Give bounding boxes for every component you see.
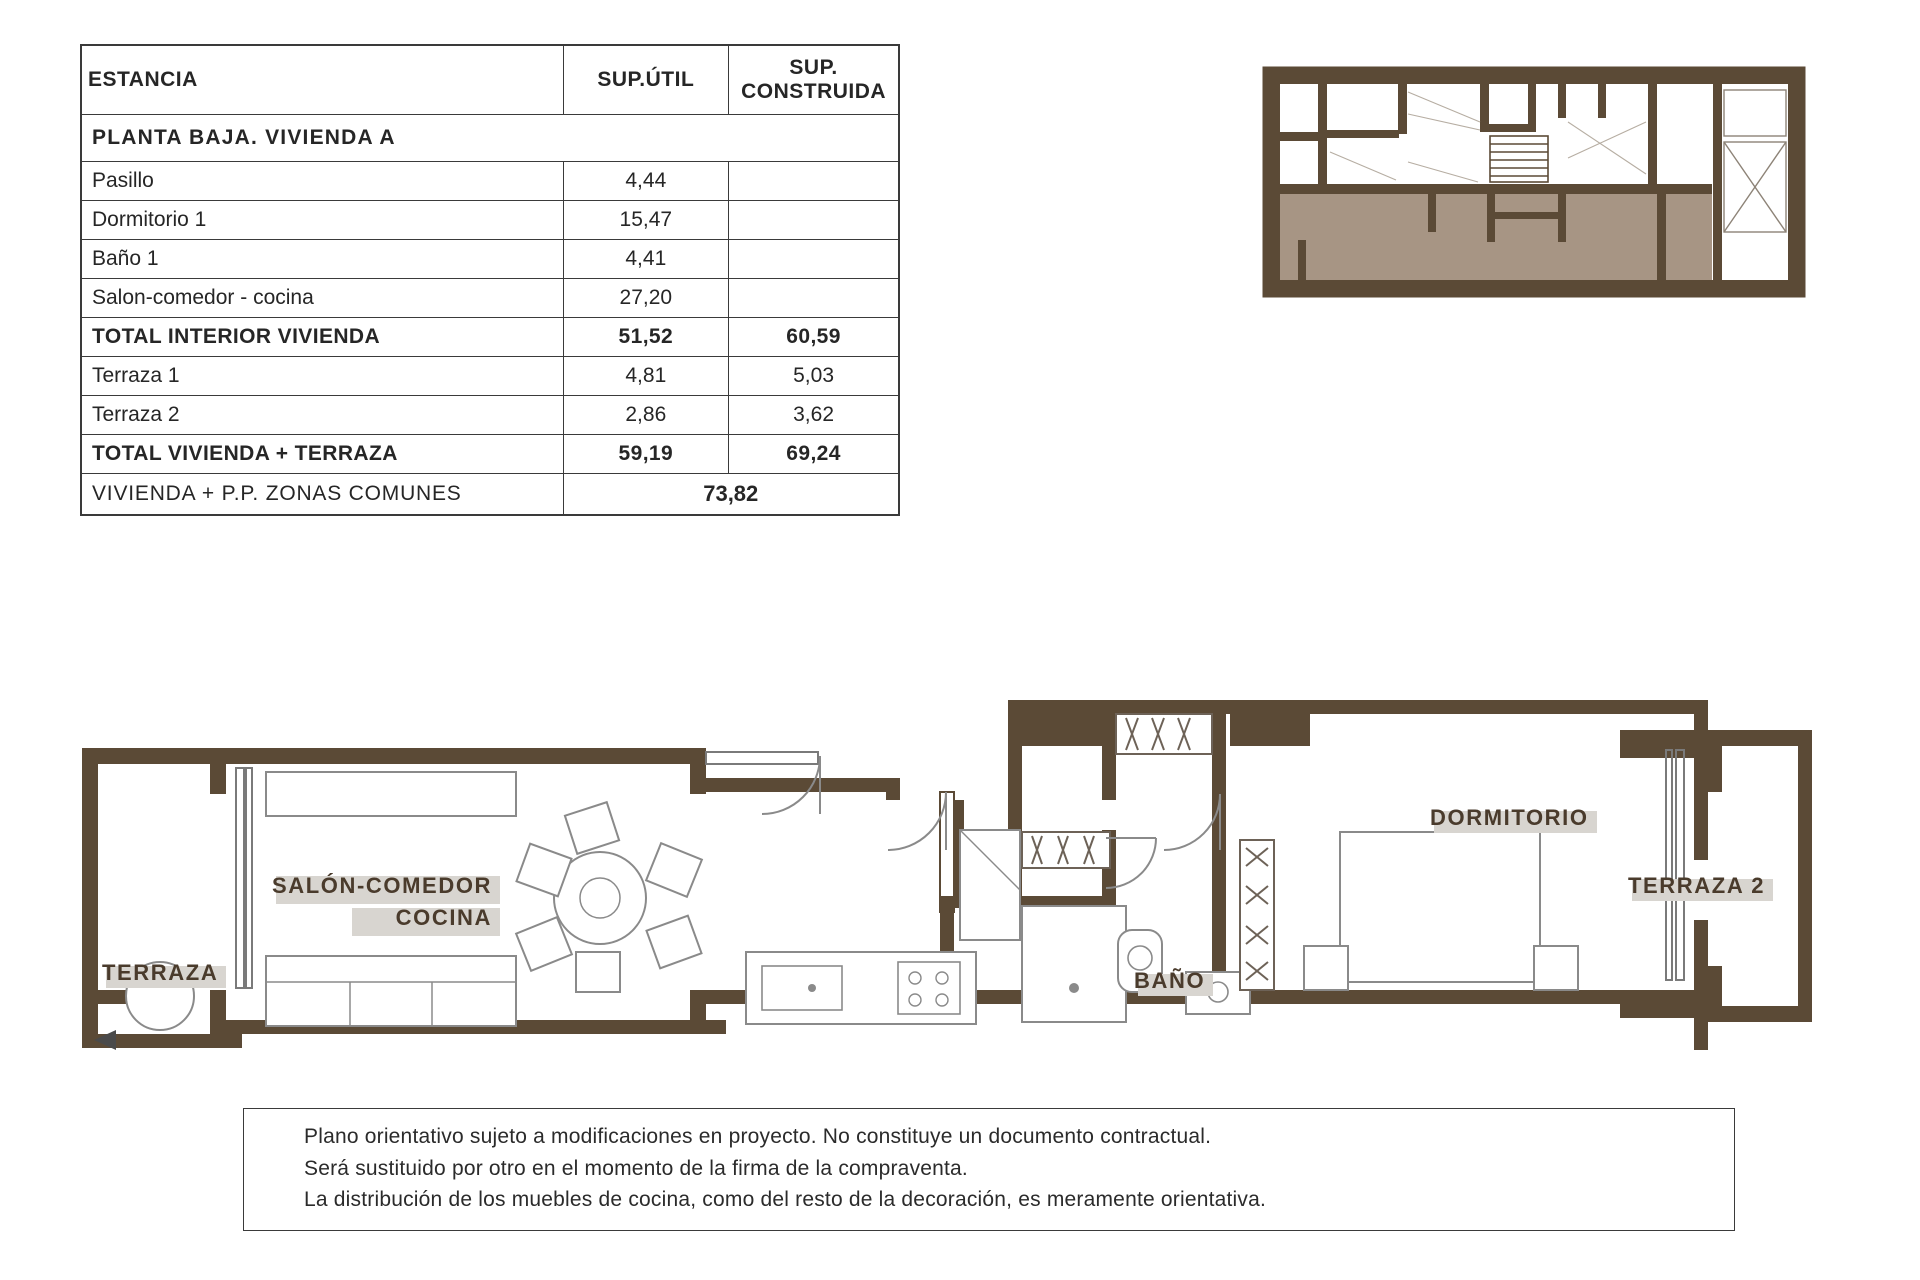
room-label-text-line1: SALÓN-COMEDOR — [272, 873, 493, 898]
key-plan-wall — [1487, 192, 1495, 242]
key-plan-wall — [1713, 84, 1722, 284]
column-header-built-area: SUP. CONSTRUIDA — [729, 45, 899, 115]
key-plan-wall — [1266, 70, 1802, 84]
table-row — [81, 240, 899, 279]
row-built-area: 3,62 — [729, 396, 899, 435]
row-built-area: 69,24 — [729, 435, 899, 474]
footer-value: 73,82 — [563, 474, 899, 516]
shower-tray-icon — [1022, 906, 1126, 1022]
wall-segment — [1708, 966, 1722, 1022]
room-label-dormitorio — [1430, 805, 1589, 831]
disclaimer-line-3: La distribución de los muebles de cocina, como del resto de la decoración, es meramente orientativa. — [304, 1188, 1267, 1212]
key-plan-wall — [1558, 84, 1566, 118]
key-plan-wall — [1598, 84, 1606, 118]
row-label: Pasillo — [81, 162, 563, 201]
row-built-area — [729, 279, 899, 318]
key-plan-wall — [1266, 70, 1280, 294]
row-label: Terraza 1 — [81, 357, 563, 396]
room-label-text: BAÑO — [1134, 968, 1206, 993]
room-label-text-line2: COCINA — [395, 904, 493, 930]
wall-segment — [1008, 700, 1708, 714]
wall-segment — [1694, 920, 1708, 1050]
key-plan-wall — [1428, 192, 1436, 232]
table-section-row — [81, 115, 899, 162]
table-total-row — [81, 318, 899, 357]
fridge-icon — [960, 830, 1020, 940]
row-built-area — [729, 201, 899, 240]
wall-segment — [1230, 714, 1310, 746]
wall-segment — [1694, 700, 1708, 860]
nightstand-icon — [1534, 946, 1578, 990]
row-label: Baño 1 — [81, 240, 563, 279]
table-row — [81, 396, 899, 435]
areas-table — [80, 44, 900, 516]
nightstand-icon — [1304, 946, 1348, 990]
room-label-text: DORMITORIO — [1430, 805, 1589, 830]
row-useful-area: 15,47 — [563, 201, 729, 240]
table-header-row — [81, 45, 899, 115]
column-header-room: ESTANCIA — [81, 45, 563, 115]
key-plan-wall — [1495, 212, 1559, 219]
table-row — [81, 162, 899, 201]
row-label: Salon-comedor - cocina — [81, 279, 563, 318]
key-plan-wall — [1398, 84, 1407, 134]
wall-segment — [210, 990, 226, 1048]
key-plan-wall — [1298, 240, 1306, 284]
dining-chair-icon — [576, 952, 620, 992]
wall-segment — [1708, 1006, 1812, 1022]
room-label-terraza — [102, 960, 218, 986]
footer-label: VIVIENDA + P.P. ZONAS COMUNES — [81, 474, 563, 516]
wall-segment — [1708, 730, 1812, 746]
room-label-text: TERRAZA 2 — [1628, 873, 1766, 898]
row-useful-area: 4,44 — [563, 162, 729, 201]
key-plan-patio-icon — [1724, 90, 1786, 232]
sink-drain-icon — [808, 984, 816, 992]
column-header-useful-area: SUP.ÚTIL — [563, 45, 729, 115]
row-label: TOTAL INTERIOR VIVIENDA — [81, 318, 563, 357]
sideboard-icon — [266, 772, 516, 816]
table-row — [81, 279, 899, 318]
wall-segment — [886, 778, 900, 800]
room-label-salon-comedor-cocina — [272, 870, 492, 934]
table-footer-row — [81, 474, 899, 516]
wall-segment — [82, 748, 222, 764]
bedroom-furniture — [1304, 832, 1578, 990]
row-built-area: 5,03 — [729, 357, 899, 396]
section-title: PLANTA BAJA. VIVIENDA A — [81, 115, 899, 162]
room-label-terraza-2 — [1628, 873, 1765, 899]
key-plan-wall — [1558, 192, 1566, 242]
key-plan-wall — [1648, 84, 1657, 184]
sofa-icon — [266, 956, 516, 1026]
bed-icon — [1340, 832, 1540, 982]
table-total-row — [81, 435, 899, 474]
wall-segment — [690, 990, 706, 1034]
key-plan-wall — [1280, 132, 1326, 141]
key-plan-wall — [1528, 84, 1536, 132]
row-useful-area: 51,52 — [563, 318, 729, 357]
dining-chair-icon — [646, 843, 702, 897]
dining-chair-icon — [646, 916, 701, 969]
key-plan-wall — [1489, 124, 1529, 132]
row-label: Dormitorio 1 — [81, 201, 563, 240]
disclaimer-line-2: Será sustituido por otro en el momento de la firma de la compraventa. — [304, 1156, 968, 1180]
wall-segment — [1102, 714, 1116, 800]
wall-segment — [690, 778, 900, 792]
key-plan-wall — [1480, 84, 1489, 132]
wall-segment — [210, 748, 226, 794]
wall-segment — [1226, 990, 1696, 1004]
wall-segment — [1212, 714, 1226, 1004]
row-built-area — [729, 162, 899, 201]
row-useful-area: 2,86 — [563, 396, 729, 435]
wall-segment — [1008, 700, 1022, 800]
room-label-bano — [1134, 968, 1205, 994]
key-location-plan — [1258, 62, 1818, 302]
row-label: Terraza 2 — [81, 396, 563, 435]
room-label-text: TERRAZA — [102, 960, 219, 985]
wall-segment — [1798, 730, 1812, 1020]
disclaimer-line-1: Plano orientativo sujeto a modificaciones en proyecto. No constituye un documento contractual. — [304, 1125, 1212, 1148]
row-useful-area: 59,19 — [563, 435, 729, 474]
shower-drain-icon — [1069, 983, 1079, 993]
key-plan-stairs-icon — [1490, 136, 1548, 182]
row-useful-area: 4,41 — [563, 240, 729, 279]
table-row — [81, 357, 899, 396]
row-built-area: 60,59 — [729, 318, 899, 357]
key-plan-wall — [1788, 70, 1802, 294]
dining-chair-icon — [565, 802, 619, 854]
table-row — [81, 201, 899, 240]
wall-segment — [226, 748, 706, 764]
key-plan-wall — [1657, 184, 1666, 284]
wall-segment — [1022, 714, 1102, 746]
disclaimer-box — [243, 1108, 1735, 1231]
key-plan-wall — [1327, 130, 1399, 138]
row-label: TOTAL VIVIENDA + TERRAZA — [81, 435, 563, 474]
row-built-area — [729, 240, 899, 279]
row-useful-area: 4,81 — [563, 357, 729, 396]
row-useful-area: 27,20 — [563, 279, 729, 318]
key-plan-outline — [1266, 70, 1802, 294]
